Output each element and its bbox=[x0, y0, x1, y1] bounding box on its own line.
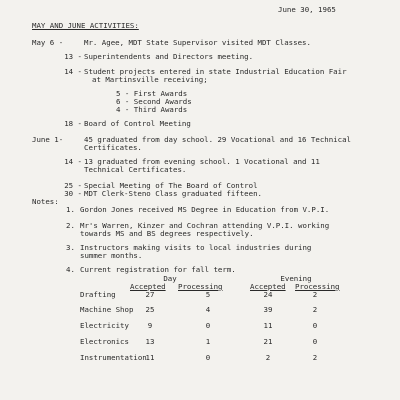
row-instrumentation-evening-accepted: 2 bbox=[265, 353, 271, 362]
note-1-num: 1. bbox=[66, 205, 75, 214]
col-day-processing: Processing bbox=[178, 282, 223, 291]
award-first: 5 - First Awards bbox=[116, 89, 188, 98]
row-instrumentation-name: Instrumentation bbox=[80, 353, 147, 362]
row-machine-shop-evening-accepted: 39 bbox=[263, 305, 273, 314]
row-electricity-evening-accepted: 11 bbox=[263, 321, 273, 330]
note-3-num: 3. bbox=[66, 243, 75, 252]
june-14-day: 14 - bbox=[64, 157, 82, 166]
row-electricity-evening-processing: 0 bbox=[312, 321, 318, 330]
section-heading: MAY AND JUNE ACTIVITIES: bbox=[32, 21, 139, 30]
may-14-day: 14 - bbox=[64, 67, 82, 76]
june-1-text-2: Certificates. bbox=[84, 143, 142, 152]
row-drafting-day-accepted: 27 bbox=[145, 290, 155, 299]
col-evening-accepted: Accepted bbox=[250, 282, 286, 291]
row-instrumentation-day-processing: 0 bbox=[205, 353, 211, 362]
may-13-day: 13 - bbox=[64, 52, 82, 61]
col-day-accepted: Accepted bbox=[130, 282, 166, 291]
row-instrumentation-evening-processing: 2 bbox=[312, 353, 318, 362]
row-electronics-evening-accepted: 21 bbox=[263, 337, 273, 346]
may-14-text-2: at Martinsville receiving; bbox=[92, 75, 208, 84]
may-6-text: Mr. Agee, MDT State Supervisor visited MDT Classes. bbox=[84, 38, 311, 47]
may-14-text: Student projects entered in state Industrial Education Fair bbox=[84, 67, 347, 76]
june-14-text: 13 graduated from evening school. 1 Vocational and 11 bbox=[84, 157, 320, 166]
note-4-num: 4. bbox=[66, 265, 75, 274]
june-25-text: Special Meeting of The Board of Control bbox=[84, 181, 258, 190]
row-electronics-day-accepted: 13 bbox=[145, 337, 155, 346]
june-30-day: 30 - bbox=[64, 189, 82, 198]
row-drafting-evening-processing: 2 bbox=[312, 290, 318, 299]
table-day-label: Day bbox=[163, 274, 177, 283]
may-13-text: Superintendents and Directors meeting. bbox=[84, 52, 254, 61]
row-instrumentation-day-accepted: 11 bbox=[145, 353, 155, 362]
june-1-text: 45 graduated from day school. 29 Vocational and 16 Technical bbox=[84, 135, 351, 144]
note-3-text: Instructors making visits to local industries during bbox=[80, 243, 312, 252]
award-third: 4 - Third Awards bbox=[116, 105, 188, 114]
row-machine-shop-day-accepted: 25 bbox=[145, 305, 155, 314]
row-electronics-name: Electronics bbox=[80, 337, 129, 346]
june-25-day: 25 - bbox=[64, 181, 82, 190]
col-evening-processing: Processing bbox=[295, 282, 340, 291]
table-evening-label: Evening bbox=[280, 274, 312, 283]
june-30-text: MDT Clerk-Steno Class graduated fifteen. bbox=[84, 189, 262, 198]
row-machine-shop-evening-processing: 2 bbox=[312, 305, 318, 314]
may-18-day: 18 - bbox=[64, 119, 82, 128]
note-2-text-2: towards MS and BS degrees respectively. bbox=[80, 229, 254, 238]
row-drafting-evening-accepted: 24 bbox=[263, 290, 273, 299]
row-electricity-day-accepted: 9 bbox=[147, 321, 153, 330]
note-2-text: Mr's Warren, Kinzer and Cochran attending V.P.I. working bbox=[80, 221, 330, 230]
row-electronics-evening-processing: 0 bbox=[312, 337, 318, 346]
row-drafting-name: Drafting bbox=[80, 290, 116, 299]
note-1-text: Gordon Jones received MS Degree in Education from V.P.I. bbox=[80, 205, 330, 214]
note-2-num: 2. bbox=[66, 221, 75, 230]
row-electricity-name: Electricity bbox=[80, 321, 129, 330]
note-4-text: Current registration for fall term. bbox=[80, 265, 236, 274]
june-14-text-2: Technical Certificates. bbox=[84, 165, 187, 174]
row-drafting-day-processing: 5 bbox=[205, 290, 211, 299]
award-second: 6 - Second Awards bbox=[116, 97, 192, 106]
may-18-text: Board of Control Meeting bbox=[84, 119, 191, 128]
memo-date: June 30, 1965 bbox=[278, 5, 336, 14]
row-electronics-day-processing: 1 bbox=[205, 337, 211, 346]
row-machine-shop-day-processing: 4 bbox=[205, 305, 211, 314]
note-3-text-2: summer months. bbox=[80, 251, 143, 260]
row-electricity-day-processing: 0 bbox=[205, 321, 211, 330]
june-1-day: June 1- bbox=[32, 135, 64, 144]
may-6-day: May 6 - bbox=[32, 38, 64, 47]
notes-label: Notes: bbox=[32, 197, 59, 206]
row-machine-shop-name: Machine Shop bbox=[80, 305, 134, 314]
